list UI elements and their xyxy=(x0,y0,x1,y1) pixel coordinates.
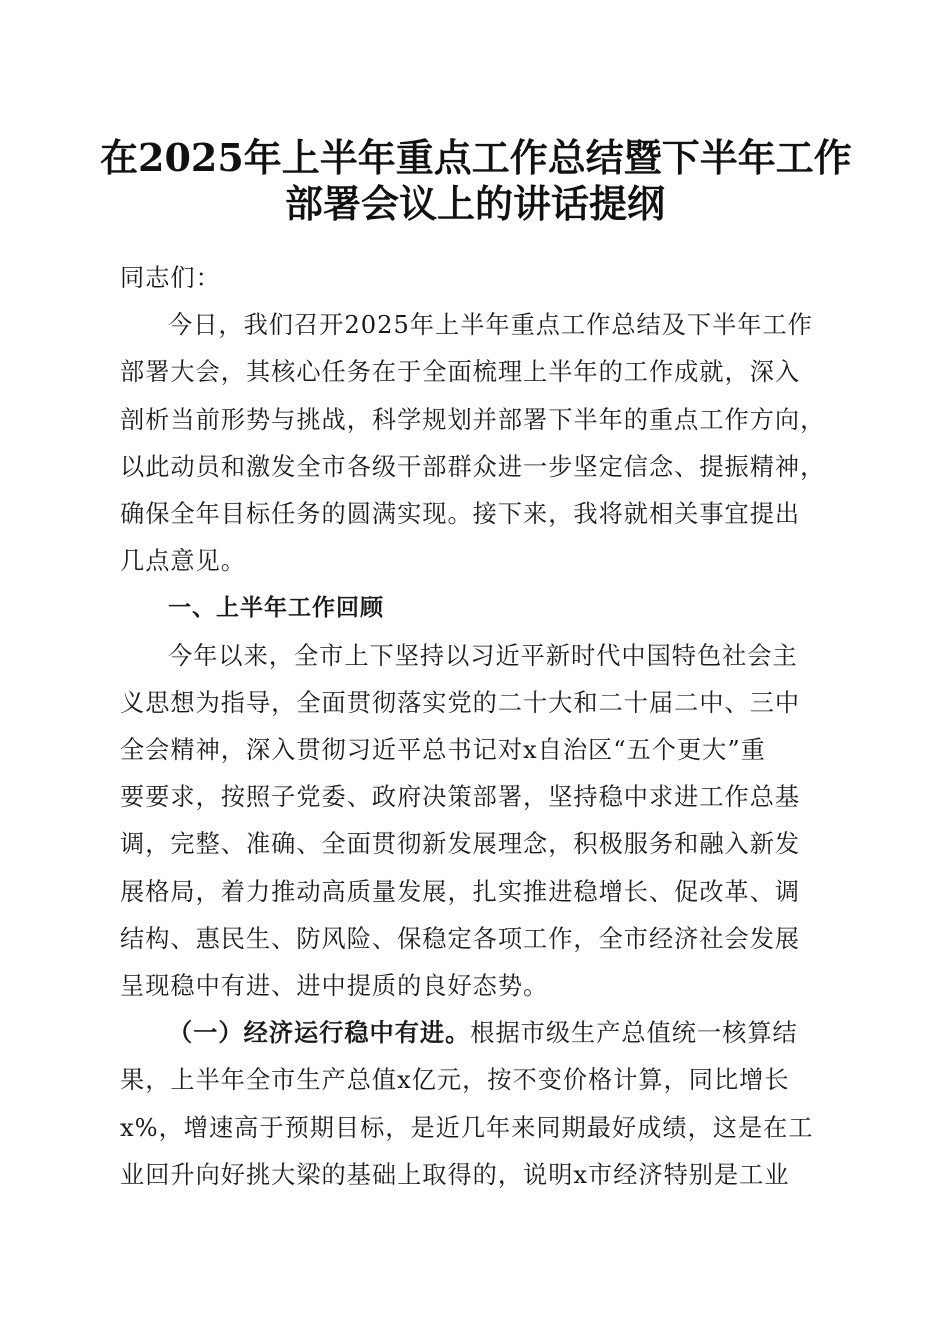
section-line: 展格局，着力推动高质量发展，扎实推进稳增长、促改革、调 xyxy=(120,877,801,906)
section-line: 结构、惠民生、防风险、保稳定各项工作，全市经济社会发展 xyxy=(120,924,801,953)
section-line: 今年以来，全市上下坚持以习近平新时代中国特色社会主 xyxy=(168,641,798,670)
section-line: 全会精神，深入贯彻习近平总书记对x自治区“五个更大”重 xyxy=(120,736,766,765)
intro-line: 以此动员和激发全市各级干部群众进一步坚定信念、提振精神， xyxy=(120,452,826,481)
intro-line: 几点意见。 xyxy=(120,547,246,576)
section-line: 要要求，按照子党委、政府决策部署，坚持稳中求进工作总基 xyxy=(120,783,801,812)
intro-line: 确保全年目标任务的圆满实现。接下来，我将就相关事宜提出 xyxy=(120,500,801,529)
section-line: 义思想为指导，全面贯彻落实党的二十大和二十届二中、三中 xyxy=(120,688,801,717)
subsection-first-rest: 根据市级生产总值统一核算结 xyxy=(470,1019,798,1048)
intro-paragraph xyxy=(120,302,830,585)
subsection-lead: （一）经济运行稳中有进。 xyxy=(168,1019,471,1048)
document-body xyxy=(120,255,830,1199)
subsection-first-line xyxy=(120,1010,830,1057)
intro-line: 今日，我们召开2025年上半年重点工作总结及下半年工作 xyxy=(168,311,813,340)
intro-line: 剖析当前形势与挑战，科学规划并部署下半年的重点工作方向， xyxy=(120,405,826,434)
section-paragraph xyxy=(120,633,830,1011)
intro-line: 部署大会，其核心任务在于全面梳理上半年的工作成就，深入 xyxy=(120,358,801,387)
title-line-2: 部署会议上的讲话提纲 xyxy=(284,181,665,226)
subsection-line: 业回升向好挑大梁的基础上取得的，说明x市经济特别是工业 xyxy=(120,1160,790,1189)
subsection-paragraph xyxy=(120,1010,830,1199)
subsection-line: 果，上半年全市生产总值x亿元，按不变价格计算，同比增长 xyxy=(120,1066,790,1095)
section-heading: 一、上半年工作回顾 xyxy=(168,595,384,622)
subsection-line: x%，增速高于预期目标，是近几年来同期最好成绩，这是在工 xyxy=(120,1113,814,1142)
section-line: 呈现稳中有进、进中提质的良好态势。 xyxy=(120,972,549,1001)
title-line-1: 在2025年上半年重点工作总结暨下半年工作 xyxy=(100,135,852,180)
document-title xyxy=(100,135,850,227)
section-line: 调，完整、准确、全面贯彻新发展理念，积极服务和融入新发 xyxy=(120,830,801,859)
salutation: 同志们： xyxy=(120,264,221,292)
